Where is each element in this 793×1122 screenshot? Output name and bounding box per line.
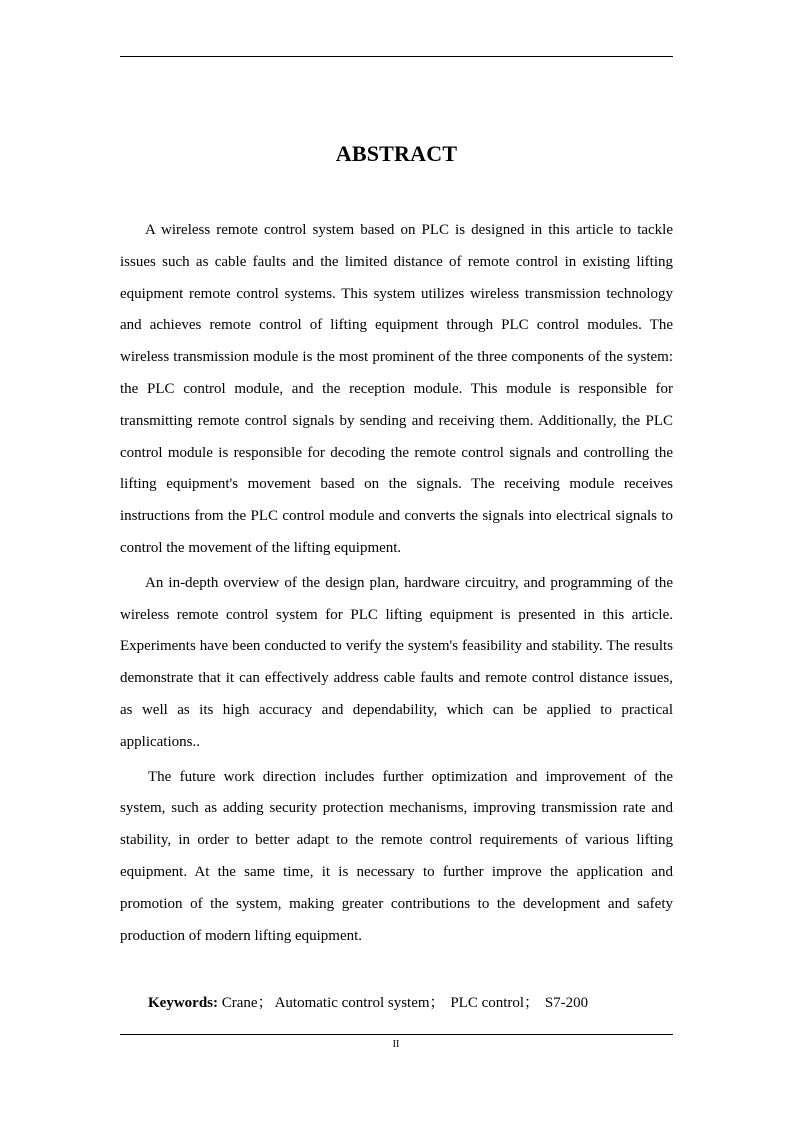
abstract-paragraph-3: The future work direction includes further optimization and improvement of the system, such as adding security protection mechanisms, improving transmission rate and stability, in order to better adapt to the remote control requirements of various lifting equipment. At the same time, it is necessary to further improve the application and promotion of the system, making greater contributions to the development and safety production of modern lifting equipment.	[120, 768, 673, 944]
keyword-item: Automatic control system；	[274, 995, 445, 1011]
abstract-paragraph-1: A wireless remote control system based on PLC is designed in this article to tackle issues such as cable faults and the limited distance of remote control in existing lifting equipment remote control systems. This system utilizes wireless transmission technology and achieves remote control of lifting equipment through PLC control modules. The wireless transmission module is the most prominent of the three components of the system: the PLC control module, and the reception module. This module is responsible for transmitting remote control signals by sending and receiving them. Additionally, the PLC control module is responsible for decoding the remote control signals and controlling the lifting equipment's movement based on the signals. The receiving module receives instructions from the PLC control module and converts the signals into electrical signals to control the movement of the lifting equipment.	[120, 222, 673, 556]
keyword-item: Crane；	[221, 995, 273, 1011]
page-number: II	[392, 1039, 400, 1050]
page-title: ABSTRACT	[335, 141, 458, 166]
abstract-paragraph-2: An in-depth overview of the design plan, hardware circuitry, and programming of the wireless remote control system for PLC lifting equipment is presented in this article. Experiments have been conducted to verify the system's feasibility and stability. The results demonstrate that it can effectively address cable faults and remote control distance issues, as well as its high accuracy and dependability, which can be applied to practical applications..	[120, 574, 673, 750]
keywords-line	[148, 992, 588, 1014]
keyword-item: S7-200	[544, 995, 589, 1011]
abstract-body	[120, 215, 673, 952]
header-rule	[120, 56, 673, 57]
keyword-item: PLC control；	[450, 995, 540, 1011]
keywords-label: Keywords:	[148, 995, 218, 1011]
footer-rule	[120, 1034, 673, 1035]
